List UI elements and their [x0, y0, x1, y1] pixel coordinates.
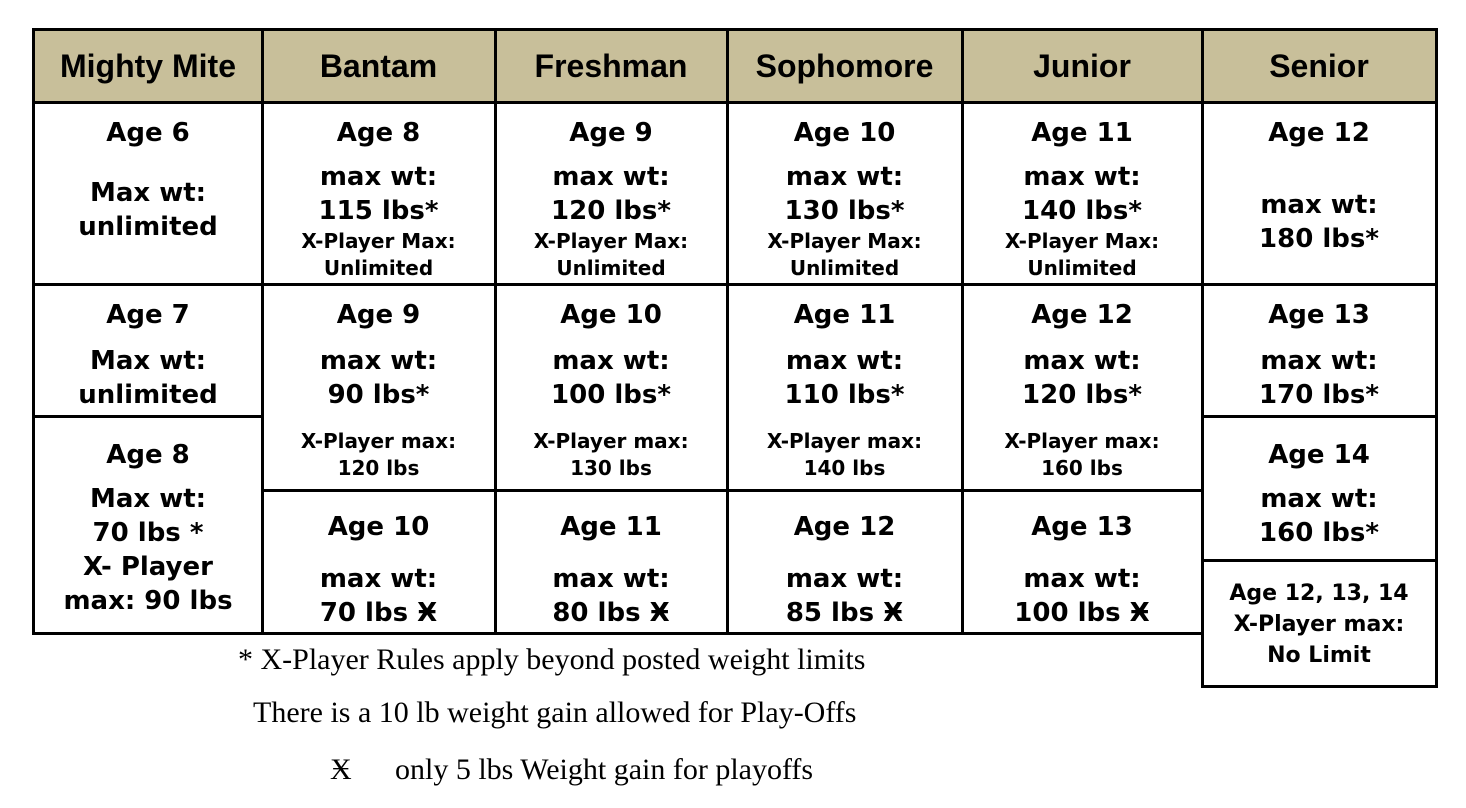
- max-weight-label: max wt:: [319, 346, 438, 376]
- max-weight-value: 170 lbs*: [1259, 380, 1379, 410]
- age-label: Age 6: [106, 118, 190, 148]
- max-weight-label: max wt:: [319, 162, 438, 192]
- x-player-label: X-Player max:: [533, 429, 689, 453]
- grid-line: [1201, 415, 1438, 418]
- grid-line: [726, 28, 729, 635]
- max-weight-label: max wt:: [785, 346, 904, 376]
- header-label: Junior: [1033, 47, 1131, 84]
- x-player-label: X-Player Max:: [533, 229, 689, 253]
- max-weight-label: max wt:: [1023, 564, 1141, 594]
- senior-x-player-value: No Limit: [1267, 643, 1371, 668]
- max-weight-label: max wt:: [552, 346, 670, 376]
- x-player-value: Unlimited: [789, 256, 900, 280]
- footnote-x-player-rules: * X-Player Rules apply beyond posted weight limits: [238, 643, 866, 676]
- max-weight-label: max wt:: [1023, 162, 1141, 192]
- header-label: Mighty Mite: [60, 47, 236, 84]
- max-weight-label: max wt:: [1023, 346, 1141, 376]
- max-weight-value: 140 lbs*: [1022, 196, 1142, 226]
- bantam-row2-cell: [262, 284, 495, 490]
- max-weight-value: 70 lbs Ӿ: [319, 598, 438, 628]
- x-player-value: 130 lbs: [570, 456, 652, 480]
- max-weight-value: 115 lbs*: [318, 196, 439, 226]
- max-weight-value: 120 lbs*: [551, 196, 671, 226]
- age-label: Age 8: [106, 440, 190, 470]
- max-weight-label: max wt:: [552, 564, 670, 594]
- senior-x-player-cell: [1202, 560, 1436, 686]
- x-player-value: 140 lbs: [803, 456, 886, 480]
- header-label: Sophomore: [755, 47, 934, 84]
- grid-line: [261, 28, 264, 635]
- junior-row1-cell: [962, 102, 1202, 284]
- grid-line: [1201, 28, 1204, 688]
- max-weight-label: Max wt:: [89, 346, 207, 376]
- mighty-mite-age-8-cell: [34, 416, 262, 634]
- age-label: Age 12: [1031, 300, 1133, 330]
- x-player-label: X- Player: [83, 552, 213, 582]
- grid-line: [261, 489, 1204, 492]
- max-weight-label: max wt:: [785, 162, 904, 192]
- max-weight-label: max wt:: [1260, 484, 1378, 514]
- grid-line: [32, 283, 1438, 286]
- age-label: Age 13: [1031, 512, 1133, 542]
- max-weight-label: max wt:: [1260, 346, 1378, 376]
- age-label: Age 9: [569, 118, 653, 148]
- senior-x-player-ages: Age 12, 13, 14: [1229, 581, 1409, 606]
- freshman-row1-cell: [495, 102, 727, 284]
- bantam-row3-cell: [262, 490, 495, 634]
- header-freshman: [495, 30, 727, 102]
- grid-line: [494, 28, 497, 635]
- senior-age-13-cell: [1202, 284, 1436, 416]
- grid-line: [32, 28, 35, 635]
- max-weight-label: Max wt:: [89, 178, 207, 208]
- age-label: Age 12: [1268, 118, 1370, 148]
- age-label: Age 13: [1268, 300, 1370, 330]
- age-label: Age 10: [327, 512, 430, 542]
- x-player-value: Unlimited: [323, 256, 434, 280]
- age-label: Age 10: [560, 300, 662, 330]
- mighty-mite-age-7-cell: [34, 284, 262, 416]
- header-junior: [962, 30, 1202, 102]
- x-player-value: max: 90 lbs: [63, 586, 233, 616]
- x-player-label: X-Player Max:: [301, 229, 456, 253]
- sophomore-row2-cell: [727, 284, 962, 490]
- age-label: Age 11: [793, 300, 896, 330]
- x-player-value: Unlimited: [556, 256, 666, 280]
- max-weight-value: 160 lbs*: [1259, 518, 1379, 548]
- header-sophomore: [727, 30, 962, 102]
- age-label: Age 14: [1268, 440, 1370, 470]
- age-label: Age 11: [560, 512, 662, 542]
- x-player-label: X-Player max:: [1004, 429, 1160, 453]
- bantam-row1-cell: [262, 102, 495, 284]
- mighty-mite-age-6-cell: [34, 102, 262, 284]
- senior-x-player-label: X-Player max:: [1233, 612, 1405, 637]
- max-weight-value: 100 lbs*: [551, 380, 671, 410]
- grid-line: [32, 415, 264, 418]
- age-label: Age 8: [336, 118, 421, 148]
- header-mighty-mite: [34, 30, 262, 102]
- freshman-row3-cell: [495, 490, 727, 634]
- max-weight-value: 90 lbs*: [327, 380, 430, 410]
- x-player-value: 160 lbs: [1041, 456, 1123, 480]
- max-weight-value: unlimited: [78, 380, 218, 410]
- max-weight-value: 180 lbs*: [1259, 224, 1379, 254]
- grid-line: [1435, 28, 1438, 688]
- sophomore-row1-cell: [727, 102, 962, 284]
- grid-line: [32, 632, 1204, 635]
- header-bantam: [262, 30, 495, 102]
- header-label: Freshman: [534, 47, 688, 84]
- max-weight-label: Max wt:: [89, 484, 207, 514]
- x-player-value: Unlimited: [1027, 256, 1137, 280]
- max-weight-label: max wt:: [552, 162, 670, 192]
- grid-line: [32, 28, 1438, 31]
- age-label: Age 9: [336, 300, 421, 330]
- max-weight-value: 70 lbs *: [92, 518, 204, 548]
- x-player-label: X-Player max:: [300, 429, 457, 453]
- junior-row3-cell: [962, 490, 1202, 634]
- x-player-label: X-Player Max:: [767, 229, 922, 253]
- senior-age-12-cell: [1202, 102, 1436, 284]
- grid-line: [961, 28, 964, 635]
- senior-age-14-cell: [1202, 416, 1436, 560]
- sophomore-row3-cell: [727, 490, 962, 634]
- age-label: Age 7: [106, 300, 190, 330]
- grid-line: [32, 101, 1438, 104]
- footnote-five-lbs: only 5 lbs Weight gain for playoffs: [395, 753, 814, 786]
- header-label: Bantam: [319, 47, 438, 84]
- x-player-label: X-Player Max:: [1004, 229, 1160, 253]
- junior-row2-cell: [962, 284, 1202, 490]
- grid-line: [1201, 559, 1438, 562]
- age-label: Age 10: [793, 118, 896, 148]
- max-weight-value: unlimited: [78, 212, 218, 242]
- header-label: Senior: [1269, 47, 1369, 84]
- grid-line: [1201, 685, 1438, 688]
- footnote-symbol-icon: Ӿ: [330, 753, 352, 786]
- max-weight-value: 100 lbs Ӿ: [1014, 598, 1150, 628]
- max-weight-value: 130 lbs*: [784, 196, 905, 226]
- max-weight-label: max wt:: [1260, 190, 1378, 220]
- max-weight-value: 85 lbs Ӿ: [785, 598, 904, 628]
- max-weight-value: 110 lbs*: [784, 380, 905, 410]
- max-weight-value: 120 lbs*: [1022, 380, 1142, 410]
- max-weight-label: max wt:: [319, 564, 438, 594]
- age-label: Age 12: [793, 512, 896, 542]
- x-player-label: X-Player max:: [766, 429, 923, 453]
- x-player-value: 120 lbs: [337, 456, 420, 480]
- age-label: Age 11: [1031, 118, 1133, 148]
- header-senior: [1202, 30, 1436, 102]
- freshman-row2-cell: [495, 284, 727, 490]
- footnote-playoff-gain: There is a 10 lb weight gain allowed for Play-Offs: [253, 696, 857, 729]
- max-weight-value: 80 lbs Ӿ: [552, 598, 670, 628]
- max-weight-label: max wt:: [785, 564, 904, 594]
